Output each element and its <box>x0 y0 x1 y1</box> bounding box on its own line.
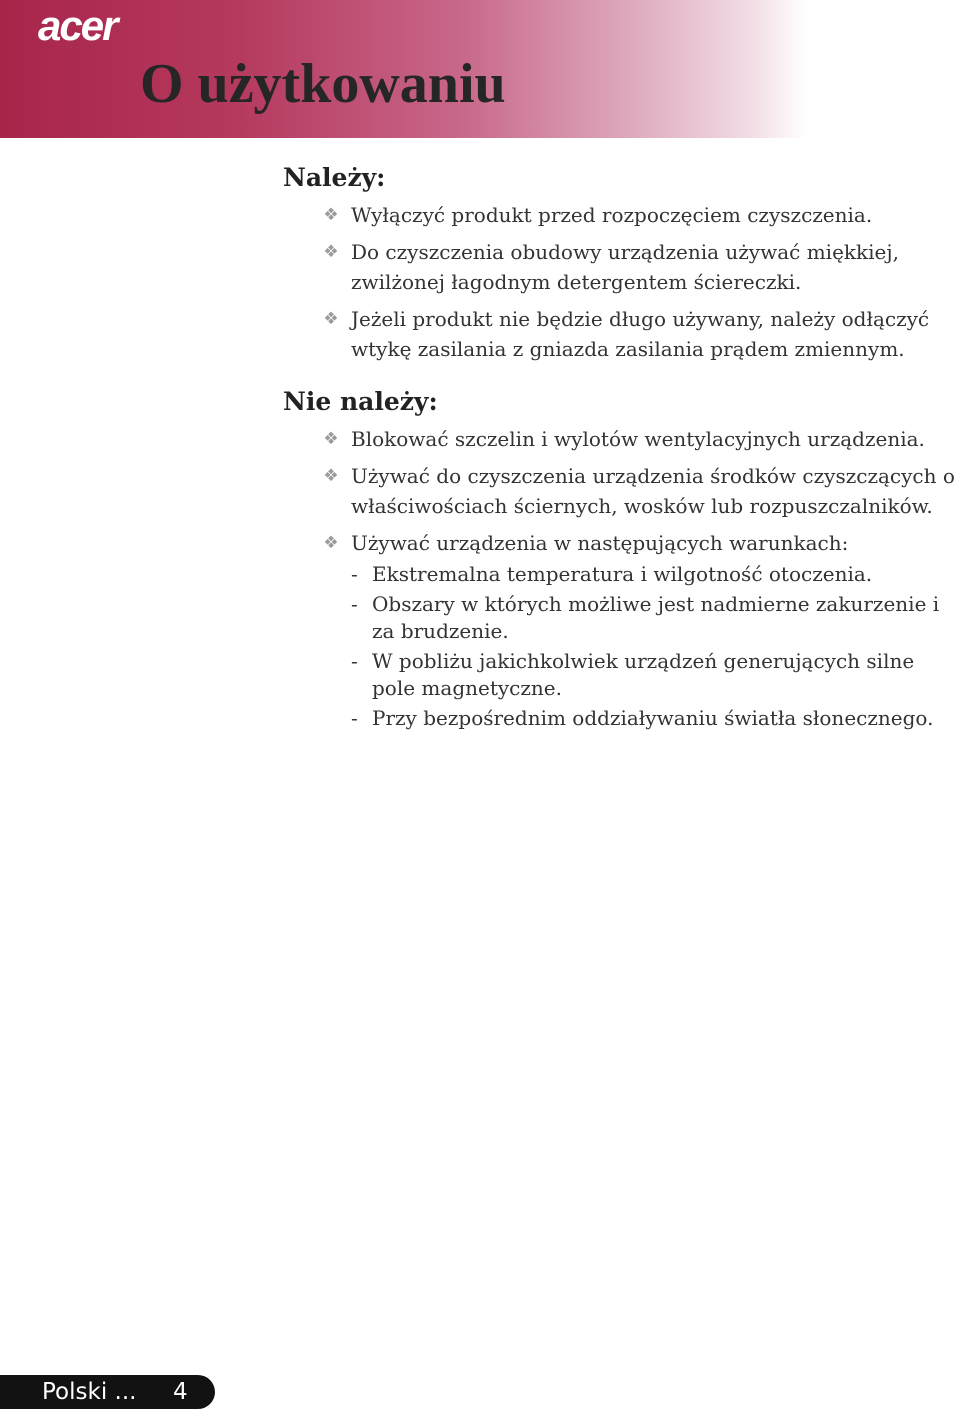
list-item <box>283 424 960 454</box>
conditions-sublist <box>283 561 960 732</box>
list-item <box>283 304 960 364</box>
section-heading-dont: Nie należy: <box>283 387 438 416</box>
list-item-text: Używać do czyszczenia urządzenia środków czyszczących o właściwościach ściernych, wosków lub rozpuszczalników. <box>351 464 955 518</box>
dash-marker: - <box>351 649 358 673</box>
sublist-item <box>351 591 960 645</box>
acer-logo: acer <box>38 2 117 49</box>
list-item <box>283 200 960 230</box>
sublist-item-text: Przy bezpośrednim oddziaływaniu światła słonecznego. <box>372 706 934 730</box>
dash-marker: - <box>351 706 358 730</box>
page-content <box>283 160 960 739</box>
sublist-item-text: Ekstremalna temperatura i wilgotność otoczenia. <box>372 562 873 586</box>
list-item-text: Jeżeli produkt nie będzie długo używany, należy odłączyć wtykę zasilania z gniazda zasilania prądem zmiennym. <box>351 307 930 361</box>
four-diamond-bullet-icon: ❖ <box>323 466 339 486</box>
four-diamond-bullet-icon: ❖ <box>323 533 339 553</box>
sublist-item <box>351 561 960 588</box>
list-item-text: Do czyszczenia obudowy urządzenia używać miękkiej, zwilżonej łagodnym detergentem ściereczki. <box>351 240 899 294</box>
dash-marker: - <box>351 592 358 616</box>
sublist-item <box>351 648 960 702</box>
list-item-text: Wyłączyć produkt przed rozpoczęciem czyszczenia. <box>351 203 873 227</box>
section-heading-do: Należy: <box>283 163 386 192</box>
four-diamond-bullet-icon: ❖ <box>323 429 339 449</box>
four-diamond-bullet-icon: ❖ <box>323 309 339 329</box>
dash-marker: - <box>351 562 358 586</box>
list-item-text: Używać urządzenia w następujących warunkach: <box>351 531 849 555</box>
dont-list <box>283 424 960 732</box>
list-item <box>283 461 960 521</box>
footer-language: Polski ... <box>42 1379 137 1405</box>
list-item <box>283 237 960 297</box>
sublist-item <box>351 705 960 732</box>
list-item <box>283 528 960 732</box>
sublist-item-text: Obszary w których możliwe jest nadmierne zakurzenie i za brudzenie. <box>372 592 940 643</box>
list-item-text: Blokować szczelin i wylotów wentylacyjnych urządzenia. <box>351 427 925 451</box>
page-number: 4 <box>173 1379 188 1405</box>
four-diamond-bullet-icon: ❖ <box>323 242 339 262</box>
page-title: O użytkowaniu <box>140 53 506 115</box>
four-diamond-bullet-icon: ❖ <box>323 205 339 225</box>
sublist-item-text: W pobliżu jakichkolwiek urządzeń generujących silne pole magnetyczne. <box>372 649 915 700</box>
page-footer-tab <box>0 1375 215 1409</box>
page-header-banner <box>0 0 960 138</box>
do-list <box>283 200 960 364</box>
